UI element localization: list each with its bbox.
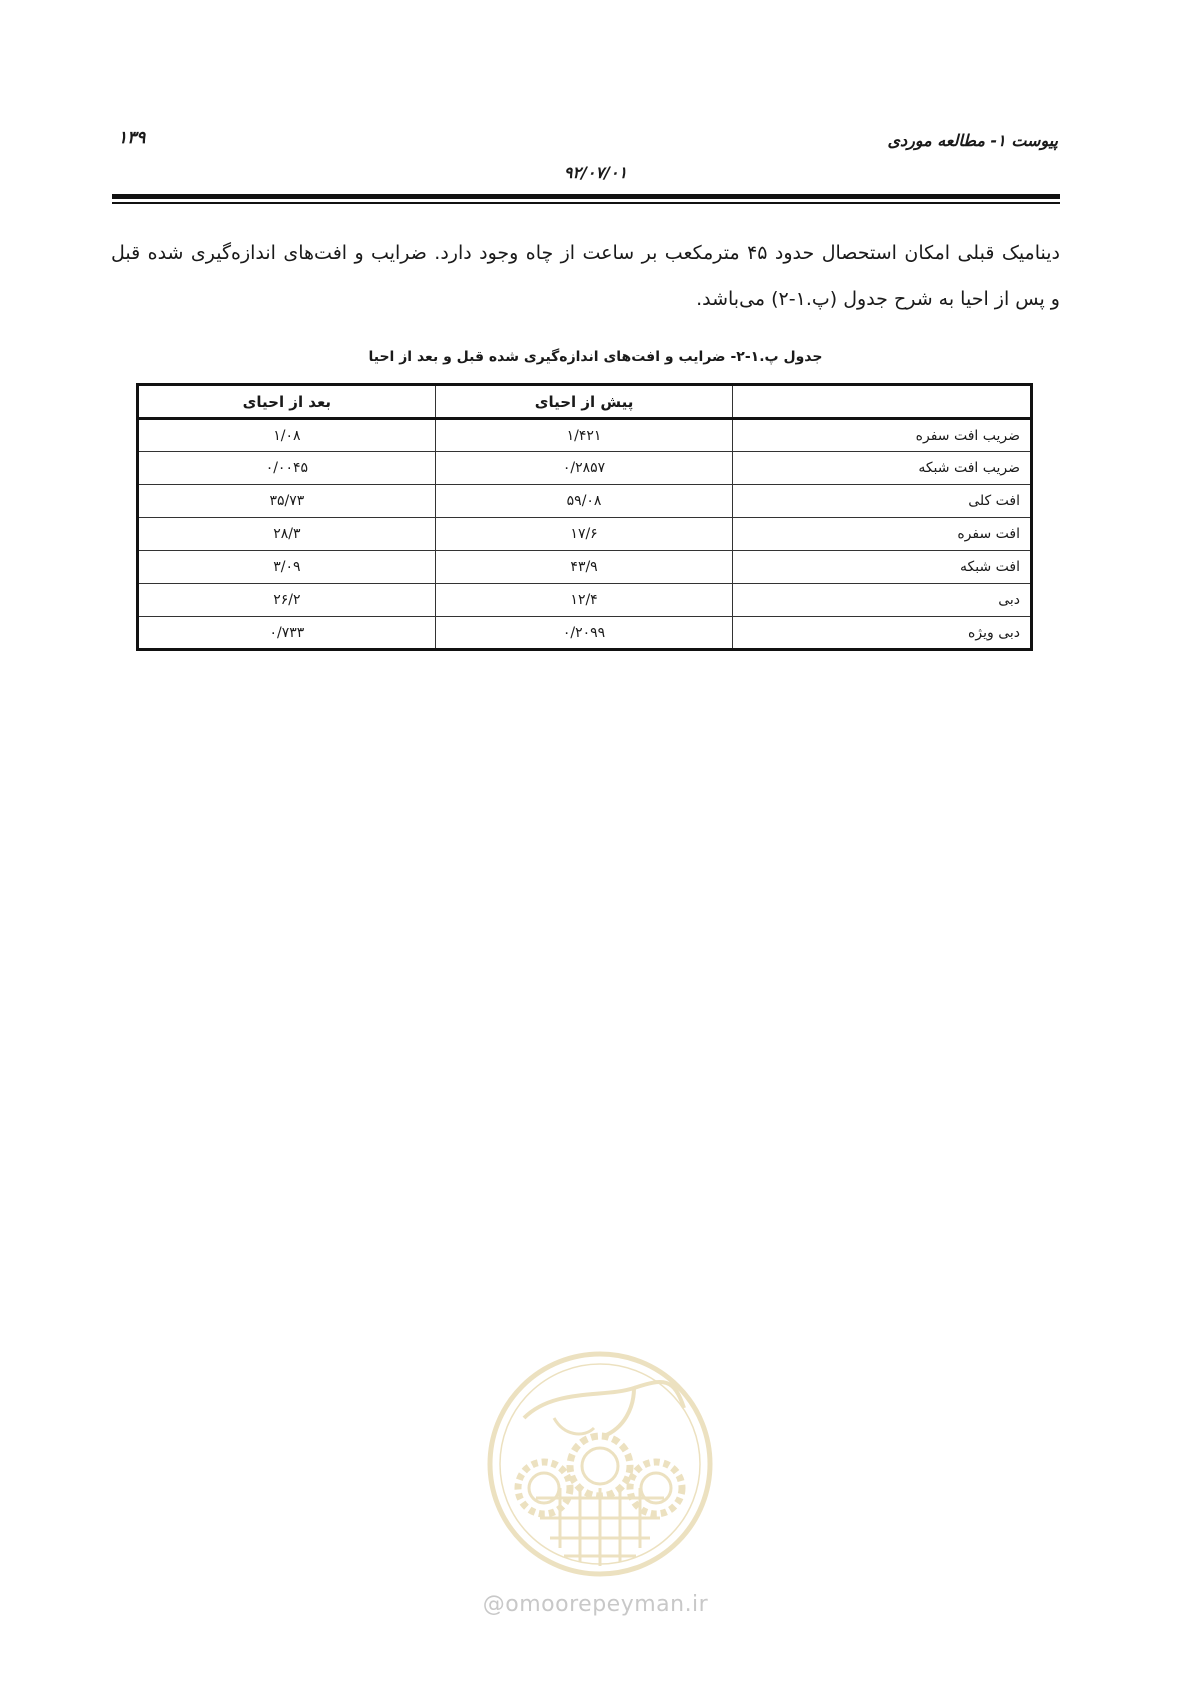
table-row bbox=[138, 485, 1032, 518]
header-rule-thin bbox=[112, 202, 1060, 204]
value-before: ۱۷/۶ bbox=[435, 518, 733, 551]
row-label: افت سفره bbox=[733, 518, 1032, 551]
table-row bbox=[138, 584, 1032, 617]
value-after: ۲۶/۲ bbox=[138, 584, 436, 617]
header-cell-before: پیش از احیای bbox=[435, 385, 733, 419]
header-date: ۹۲/۰۷/۰۱ bbox=[563, 163, 628, 182]
value-after: ۲۸/۳ bbox=[138, 518, 436, 551]
header-cell-after: بعد از احیای bbox=[138, 385, 436, 419]
row-label: ضریب افت سفره bbox=[733, 419, 1032, 452]
row-label: افت شبکه bbox=[733, 551, 1032, 584]
table-row bbox=[138, 617, 1032, 650]
value-before: ۰/۲۸۵۷ bbox=[435, 452, 733, 485]
table-caption: جدول پ.۱-۲- ضرایب و افت‌های اندازه‌گیری شده قبل و بعد از احیا bbox=[368, 349, 823, 365]
body-paragraph bbox=[111, 230, 1060, 322]
value-before: ۴۳/۹ bbox=[435, 551, 733, 584]
row-label: دبی ویژه bbox=[733, 617, 1032, 650]
header-rule-thick bbox=[112, 194, 1060, 199]
results-table bbox=[136, 383, 1033, 651]
table-row bbox=[138, 419, 1032, 452]
body-line-2: و پس از احیا به شرح جدول (پ.۱-۲) می‌باشد. bbox=[696, 288, 1060, 310]
section-title: پیوست ۱- مطالعه موردی bbox=[887, 131, 1058, 150]
value-after: ۰/۷۳۳ bbox=[138, 617, 436, 650]
value-before: ۵۹/۰۸ bbox=[435, 485, 733, 518]
row-label: ضریب افت شبکه bbox=[733, 452, 1032, 485]
table-row bbox=[138, 518, 1032, 551]
table-row bbox=[138, 551, 1032, 584]
table-header-row bbox=[138, 385, 1032, 419]
body-line-1: دینامیک قبلی امکان استحصال حدود ۴۵ مترمکعب بر ساعت از چاه وجود دارد. ضرایب و افت‌های اندازه‌گیری شده قبل bbox=[111, 242, 1061, 264]
value-after: ۳۵/۷۳ bbox=[138, 485, 436, 518]
row-label: دبی bbox=[733, 584, 1032, 617]
value-before: ۱۲/۴ bbox=[435, 584, 733, 617]
page-number: ۱۳۹ bbox=[118, 128, 146, 148]
value-after: ۰/۰۰۴۵ bbox=[138, 452, 436, 485]
header-cell-label bbox=[733, 385, 1032, 419]
table-row bbox=[138, 452, 1032, 485]
value-after: ۱/۰۸ bbox=[138, 419, 436, 452]
value-after: ۳/۰۹ bbox=[138, 551, 436, 584]
watermark-url: @omoorepeyman.ir bbox=[482, 1592, 709, 1617]
value-before: ۱/۴۲۱ bbox=[435, 419, 733, 452]
row-label: افت کلی bbox=[733, 485, 1032, 518]
watermark-logo-icon bbox=[484, 1348, 716, 1580]
results-table-wrapper bbox=[136, 383, 1033, 651]
value-before: ۰/۲۰۹۹ bbox=[435, 617, 733, 650]
